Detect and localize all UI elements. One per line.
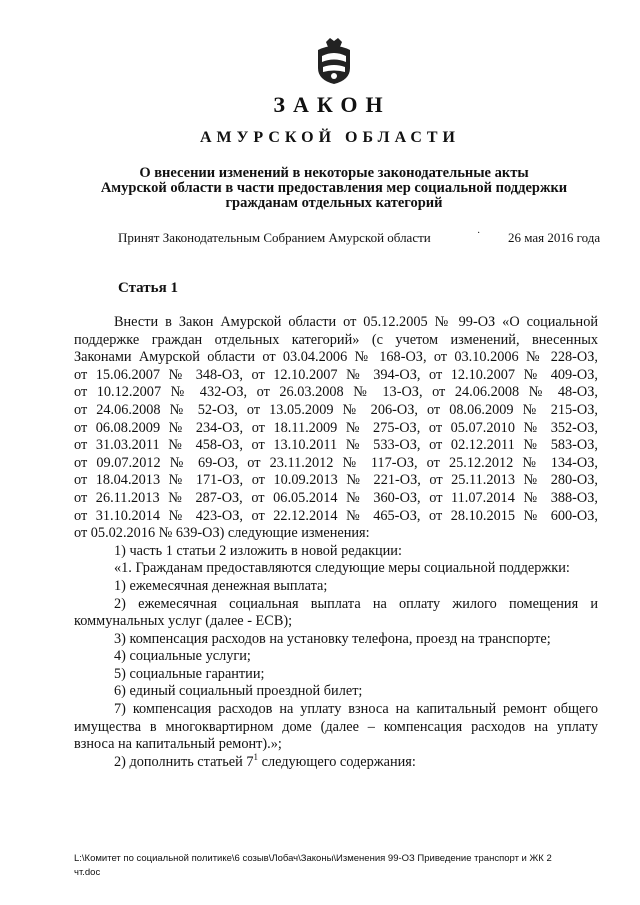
footer-line: чт.doc: [74, 867, 101, 878]
article-body: [74, 314, 598, 771]
text-line: от 24.06.2008 № 52-ОЗ, от 13.05.2009 № 206-ОЗ, от 08.06.2009 № 215-ОЗ,: [74, 401, 598, 418]
text-line: от 09.07.2012 № 69-ОЗ, от 23.11.2012 № 117-ОЗ, от 25.12.2012 № 134-ОЗ,: [74, 454, 598, 471]
text-line: от 26.11.2013 № 287-ОЗ, от 06.05.2014 № 360-ОЗ, от 11.07.2014 № 388-ОЗ,: [74, 489, 598, 506]
coat-of-arms-icon: [312, 36, 356, 86]
region-heading: АМУРСКОЙ ОБЛАСТИ: [200, 129, 460, 146]
subtitle-line: гражданам отдельных категорий: [225, 195, 443, 211]
subtitle-line: О внесении изменений в некоторые законодательные акты: [139, 165, 529, 181]
subtitle-line: Амурской области в части предоставления мер социальной поддержки: [100, 180, 568, 196]
list-item: 6) единый социальный проездной билет;: [114, 683, 363, 700]
adoption-mark: ·: [477, 228, 481, 239]
adoption-date: 26 мая 2016 года: [508, 230, 601, 245]
list-item: 7) компенсация расходов на уплату взноса на капитальный ремонт общего: [114, 701, 598, 718]
law-subtitle: [0, 166, 640, 211]
list-item: 3) компенсация расходов на установку телефона, проезд на транспорте;: [114, 630, 551, 647]
amendment-text: 2) дополнить статьей 7: [114, 753, 254, 770]
law-heading: ЗАКОН: [273, 92, 391, 117]
text-line: поддержке граждан отдельных категорий» (с учетом изменений, внесенных: [74, 331, 598, 348]
list-item: 4) социальные услуги;: [114, 648, 251, 665]
list-item: 5) социальные гарантии;: [114, 665, 265, 682]
text-line: от 15.06.2007 № 348-ОЗ, от 12.10.2007 № 394-ОЗ, от 12.10.2007 № 409-ОЗ,: [74, 366, 598, 383]
article-title: Статья 1: [118, 280, 178, 296]
text-line: Законами Амурской области от 03.04.2006 № 168-ОЗ, от 03.10.2006 № 228-ОЗ,: [74, 349, 598, 366]
footer-line: L:\Комитет по социальной политике\6 созыв\Лобач\Законы\Изменения 99-ОЗ Приведение транспорт и ЖК 2: [74, 853, 552, 864]
superscript: 1: [253, 752, 259, 763]
list-item-cont: имущества в многоквартирном доме (далее – компенсация расходов на уплату: [74, 718, 598, 735]
text-line: от 31.10.2014 № 423-ОЗ, от 22.12.2014 № 465-ОЗ, от 28.10.2015 № 600-ОЗ,: [74, 507, 598, 524]
amendment-item: [74, 754, 598, 772]
text-line: от 18.04.2013 № 171-ОЗ, от 10.09.2013 № 221-ОЗ, от 25.11.2013 № 280-ОЗ,: [74, 472, 598, 489]
amendment-text: следующего содержания:: [258, 753, 416, 770]
list-item: 2) ежемесячная социальная выплата на оплату жилого помещения и: [114, 595, 598, 612]
text-line: от 10.12.2007 № 432-ОЗ, от 26.03.2008 № 13-ОЗ, от 24.06.2008 № 48-ОЗ,: [74, 384, 598, 401]
text-line: от 31.03.2011 № 458-ОЗ, от 13.10.2011 № 533-ОЗ, от 02.12.2011 № 583-ОЗ,: [74, 437, 598, 454]
file-path-footer: [74, 852, 614, 880]
list-item-cont: взноса на капитальный ремонт).»;: [74, 736, 282, 753]
list-item: 1) ежемесячная денежная выплата;: [114, 577, 328, 594]
text-line: от 05.02.2016 № 639-ОЗ) следующие изменения:: [74, 525, 370, 542]
amendment-item: 1) часть 1 статьи 2 изложить в новой редакции:: [114, 542, 402, 559]
text-line: от 06.08.2009 № 234-ОЗ, от 18.11.2009 № 275-ОЗ, от 05.07.2010 № 352-ОЗ,: [74, 419, 598, 436]
adopted-by: Принят Законодательным Собранием Амурской области: [118, 230, 431, 245]
list-item-cont: коммунальных услуг (далее - ЕСВ);: [74, 613, 293, 630]
quote-line: «1. Гражданам предоставляются следующие меры социальной поддержки:: [114, 560, 570, 577]
text-line: Внести в Закон Амурской области от 05.12.2005 № 99-ОЗ «О социальной: [114, 314, 598, 330]
